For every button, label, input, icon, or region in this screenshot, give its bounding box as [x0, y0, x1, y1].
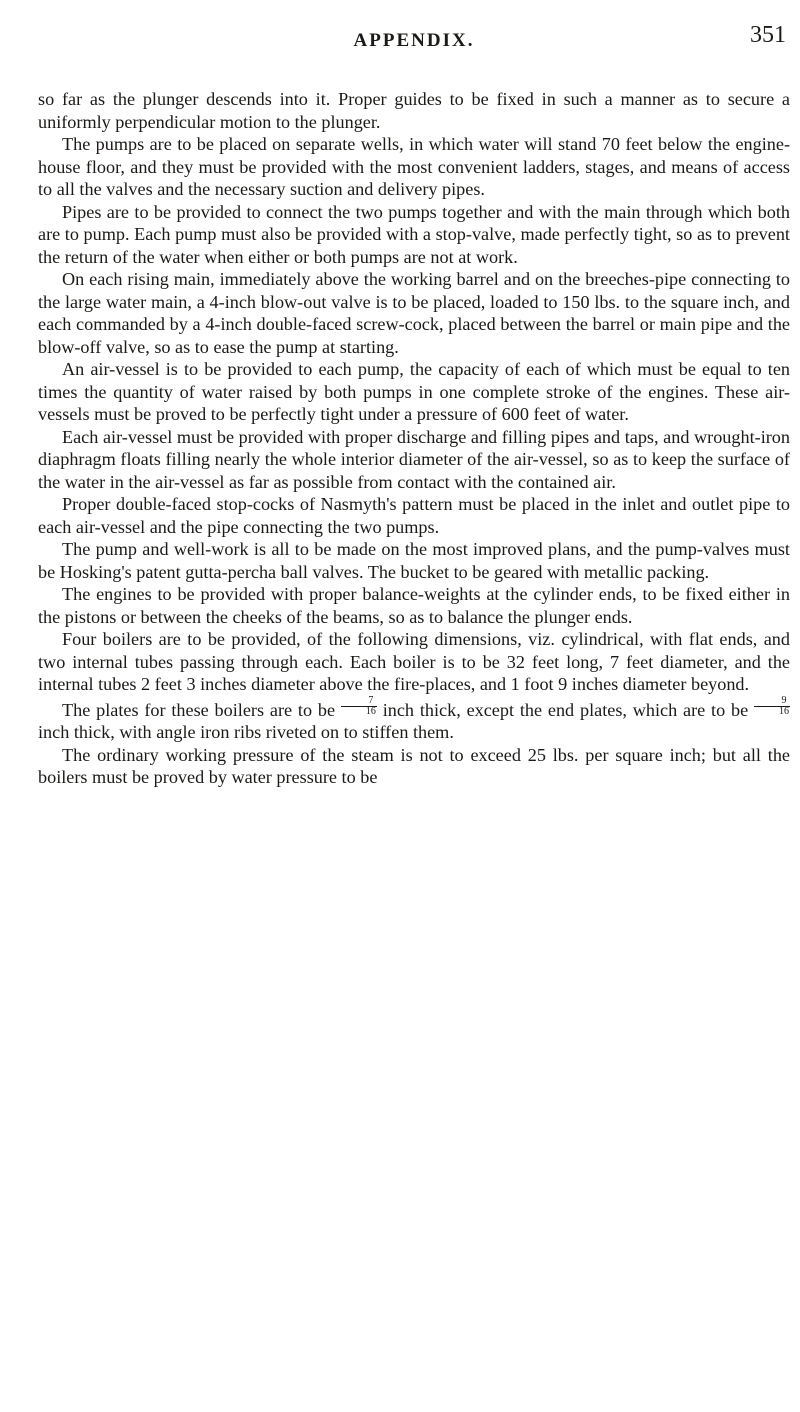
paragraph: The pumps are to be placed on separate wells, in which water will stand 70 feet below the engine-house floor, and they must be provided with the most convenient ladders, stages, and means of access to all the valves and the necessary suction and delivery pipes. — [38, 134, 790, 199]
paragraph-boiler-plates — [38, 696, 790, 744]
paragraph: Proper double-faced stop-cocks of Nasmyth's pattern must be placed in the inlet and outlet pipe to each air-vessel and the pipe connecting the two pumps. — [38, 494, 790, 537]
running-title: APPENDIX. — [353, 30, 475, 51]
paragraph: An air-vessel is to be provided to each pump, the capacity of each of which must be equal to ten times the quantity of water raised by both pumps in one complete stroke of the engines. These air-vessels must be proved to be perfectly tight under a pressure of 600 feet of water. — [38, 359, 790, 424]
book-page — [38, 0, 790, 1412]
fraction-denominator: 16 — [365, 705, 376, 717]
paragraph-continued: so far as the plunger descends into it. Proper guides to be fixed in such a manner as to secure a uniformly perpendicular motion to the plunger. — [38, 89, 790, 132]
fraction-numerator: 9 — [754, 696, 790, 707]
plates-text-2: inch thick, except the end plates, which are to be — [382, 699, 749, 720]
paragraph: Each air-vessel must be provided with proper discharge and filling pipes and taps, and wrought-iron diaphragm floats filling nearly the whole interior diameter of the air-vessel, so as to keep the surface of the water in the air-vessel as far as possible from contact with the contained air. — [38, 426, 790, 492]
fraction-denominator: 16 — [779, 705, 790, 717]
fraction-nine-sixteenths — [754, 696, 790, 717]
paragraph: On each rising main, immediately above the working barrel and on the breeches-pipe connecting to the large water main, a 4-inch blow-out valve is to be placed, loaded to 150 lbs. to the square inch, and each commanded by a 4-inch double-faced screw-cock, placed between the barrel or main pipe and the blow-off valve, so as to ease the pump at starting. — [38, 269, 790, 357]
plates-text-1: The plates for these boilers are to be — [62, 699, 336, 720]
paragraph: Pipes are to be provided to connect the two pumps together and with the main through which both are to pump. Each pump must also be provided with a stop-valve, made perfectly tight, so as to prevent the return of the water when either or both pumps are not at work. — [38, 201, 790, 267]
page-number: 351 — [750, 22, 786, 48]
paragraph: Four boilers are to be provided, of the following dimensions, viz. cylindrical, with flat ends, and two internal tubes passing through each. Each boiler is to be 32 feet long, 7 feet diameter, and the internal tubes 2 feet 3 inches diameter above the fire-places, and 1 foot 9 inches diameter beyond. — [38, 629, 790, 694]
body-text — [38, 88, 790, 789]
fraction-numerator: 7 — [341, 696, 377, 707]
plates-text-3: inch thick, with angle iron ribs riveted on to stiffen them. — [38, 722, 454, 742]
paragraph: The pump and well-work is all to be made on the most improved plans, and the pump-valves must be Hosking's patent gutta-percha ball valves. The bucket to be geared with metallic packing. — [38, 539, 790, 582]
paragraph: The ordinary working pressure of the steam is not to exceed 25 lbs. per square inch; but all the boilers must be proved by water pressure to be — [38, 744, 790, 787]
fraction-seven-sixteenths — [341, 696, 377, 717]
paragraph: The engines to be provided with proper balance-weights at the cylinder ends, to be fixed either in the pistons or between the cheeks of the beams, so as to balance the plunger ends. — [38, 584, 790, 627]
running-head — [38, 0, 790, 54]
